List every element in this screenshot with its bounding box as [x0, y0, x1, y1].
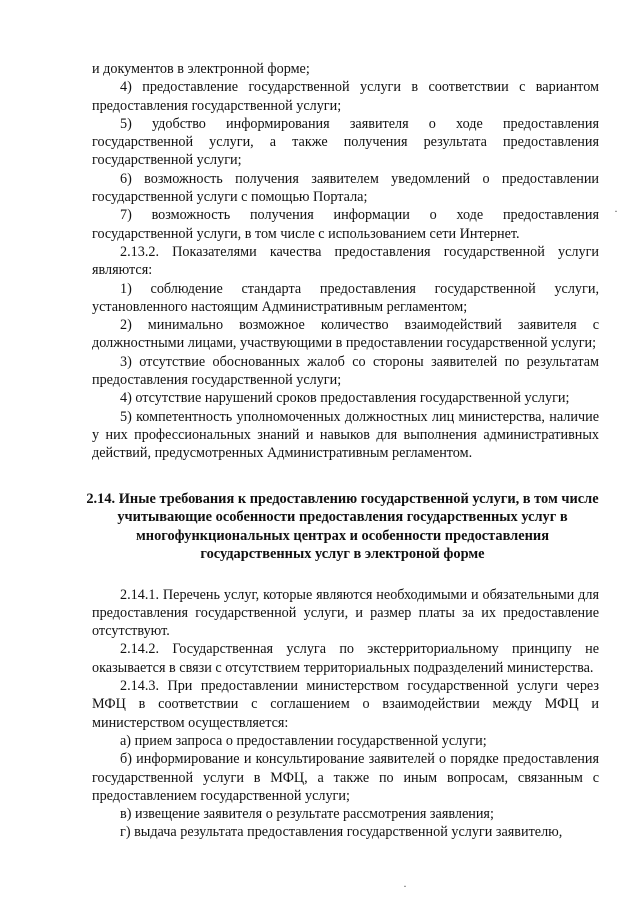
paragraph: 4) предоставление государственной услуги в соответствии с вариантом предоставления государственной услуги;	[92, 79, 599, 114]
paragraph: г) выдача результата предоставления государственной услуги заявителю,	[120, 824, 563, 841]
paragraph: 2.14.1. Перечень услуг, которые являются необходимыми и обязательными для предоставления государственной услуги, и размер платы за их предоставление отсутствуют.	[92, 586, 599, 640]
paragraphs-after	[92, 586, 599, 842]
scan-speck: ·	[403, 879, 407, 893]
paragraphs-before	[92, 60, 599, 463]
paragraph: а) прием запроса о предоставлении государственной услуги;	[120, 732, 487, 749]
paragraph: 2.14.3. При предоставлении министерством государственной услуги через МФЦ в соответствии с соглашением о взаимодействии между МФЦ и министерством осуществляется:	[92, 678, 599, 731]
paragraph: 6) возможность получения заявителем уведомлений о предоставлении государственной услуги с помощью Портала;	[92, 170, 599, 206]
paragraph: 5) удобство информирования заявителя о ходе предоставления государственной услуги, а также получения результата предоставления государственной услуги;	[92, 115, 599, 169]
paragraph: 2.14.2. Государственная услуга по экстерриториальному принципу не оказывается в связи с отсутствием территориальных подразделений министерства.	[92, 641, 599, 676]
paragraph: 7) возможность получения информации о ходе предоставления государственной услуги, в том числе с использованием сети Интернет.	[92, 207, 599, 242]
paragraph: 4) отсутствие нарушений сроков предоставления государственной услуги;	[120, 390, 570, 407]
paragraph: 1) соблюдение стандарта предоставления государственной услуги, установленного настоящим Административным регламентом;	[92, 280, 599, 315]
paragraph: б) информирование и консультирование заявителей о порядке предоставления государственной услуги в МФЦ, а также по иным вопросам, связанным с предоставлением государственной услуги;	[92, 751, 599, 804]
section-heading: 2.14. Иные требования к предоставлению государственной услуги, в том числе учитывающие особенности предоставления государственных услуг в многофункциональных центрах и особенности предоставления государственных услуг в электроной форме	[86, 490, 599, 563]
scan-speck: ·	[614, 204, 618, 218]
paragraph: и документов в электронной форме;	[92, 61, 310, 77]
paragraph: 2.13.2. Показателями качества предоставления государственной услуги являются:	[92, 243, 599, 279]
paragraph: в) извещение заявителя о результате рассмотрения заявления;	[120, 806, 494, 823]
paragraph: 2) минимально возможное количество взаимодействий заявителя с должностными лицами, участвующими в предоставлении государственной услуги;	[92, 317, 599, 352]
paragraph: 5) компетентность уполномоченных должностных лиц министерства, наличие у них профессиональных знаний и навыков для выполнения административных действий, предусмотренных Административным регламентом.	[92, 408, 599, 462]
paragraph: 3) отсутствие обоснованных жалоб со стороны заявителей по результатам предоставления государственной услуги;	[92, 353, 599, 389]
